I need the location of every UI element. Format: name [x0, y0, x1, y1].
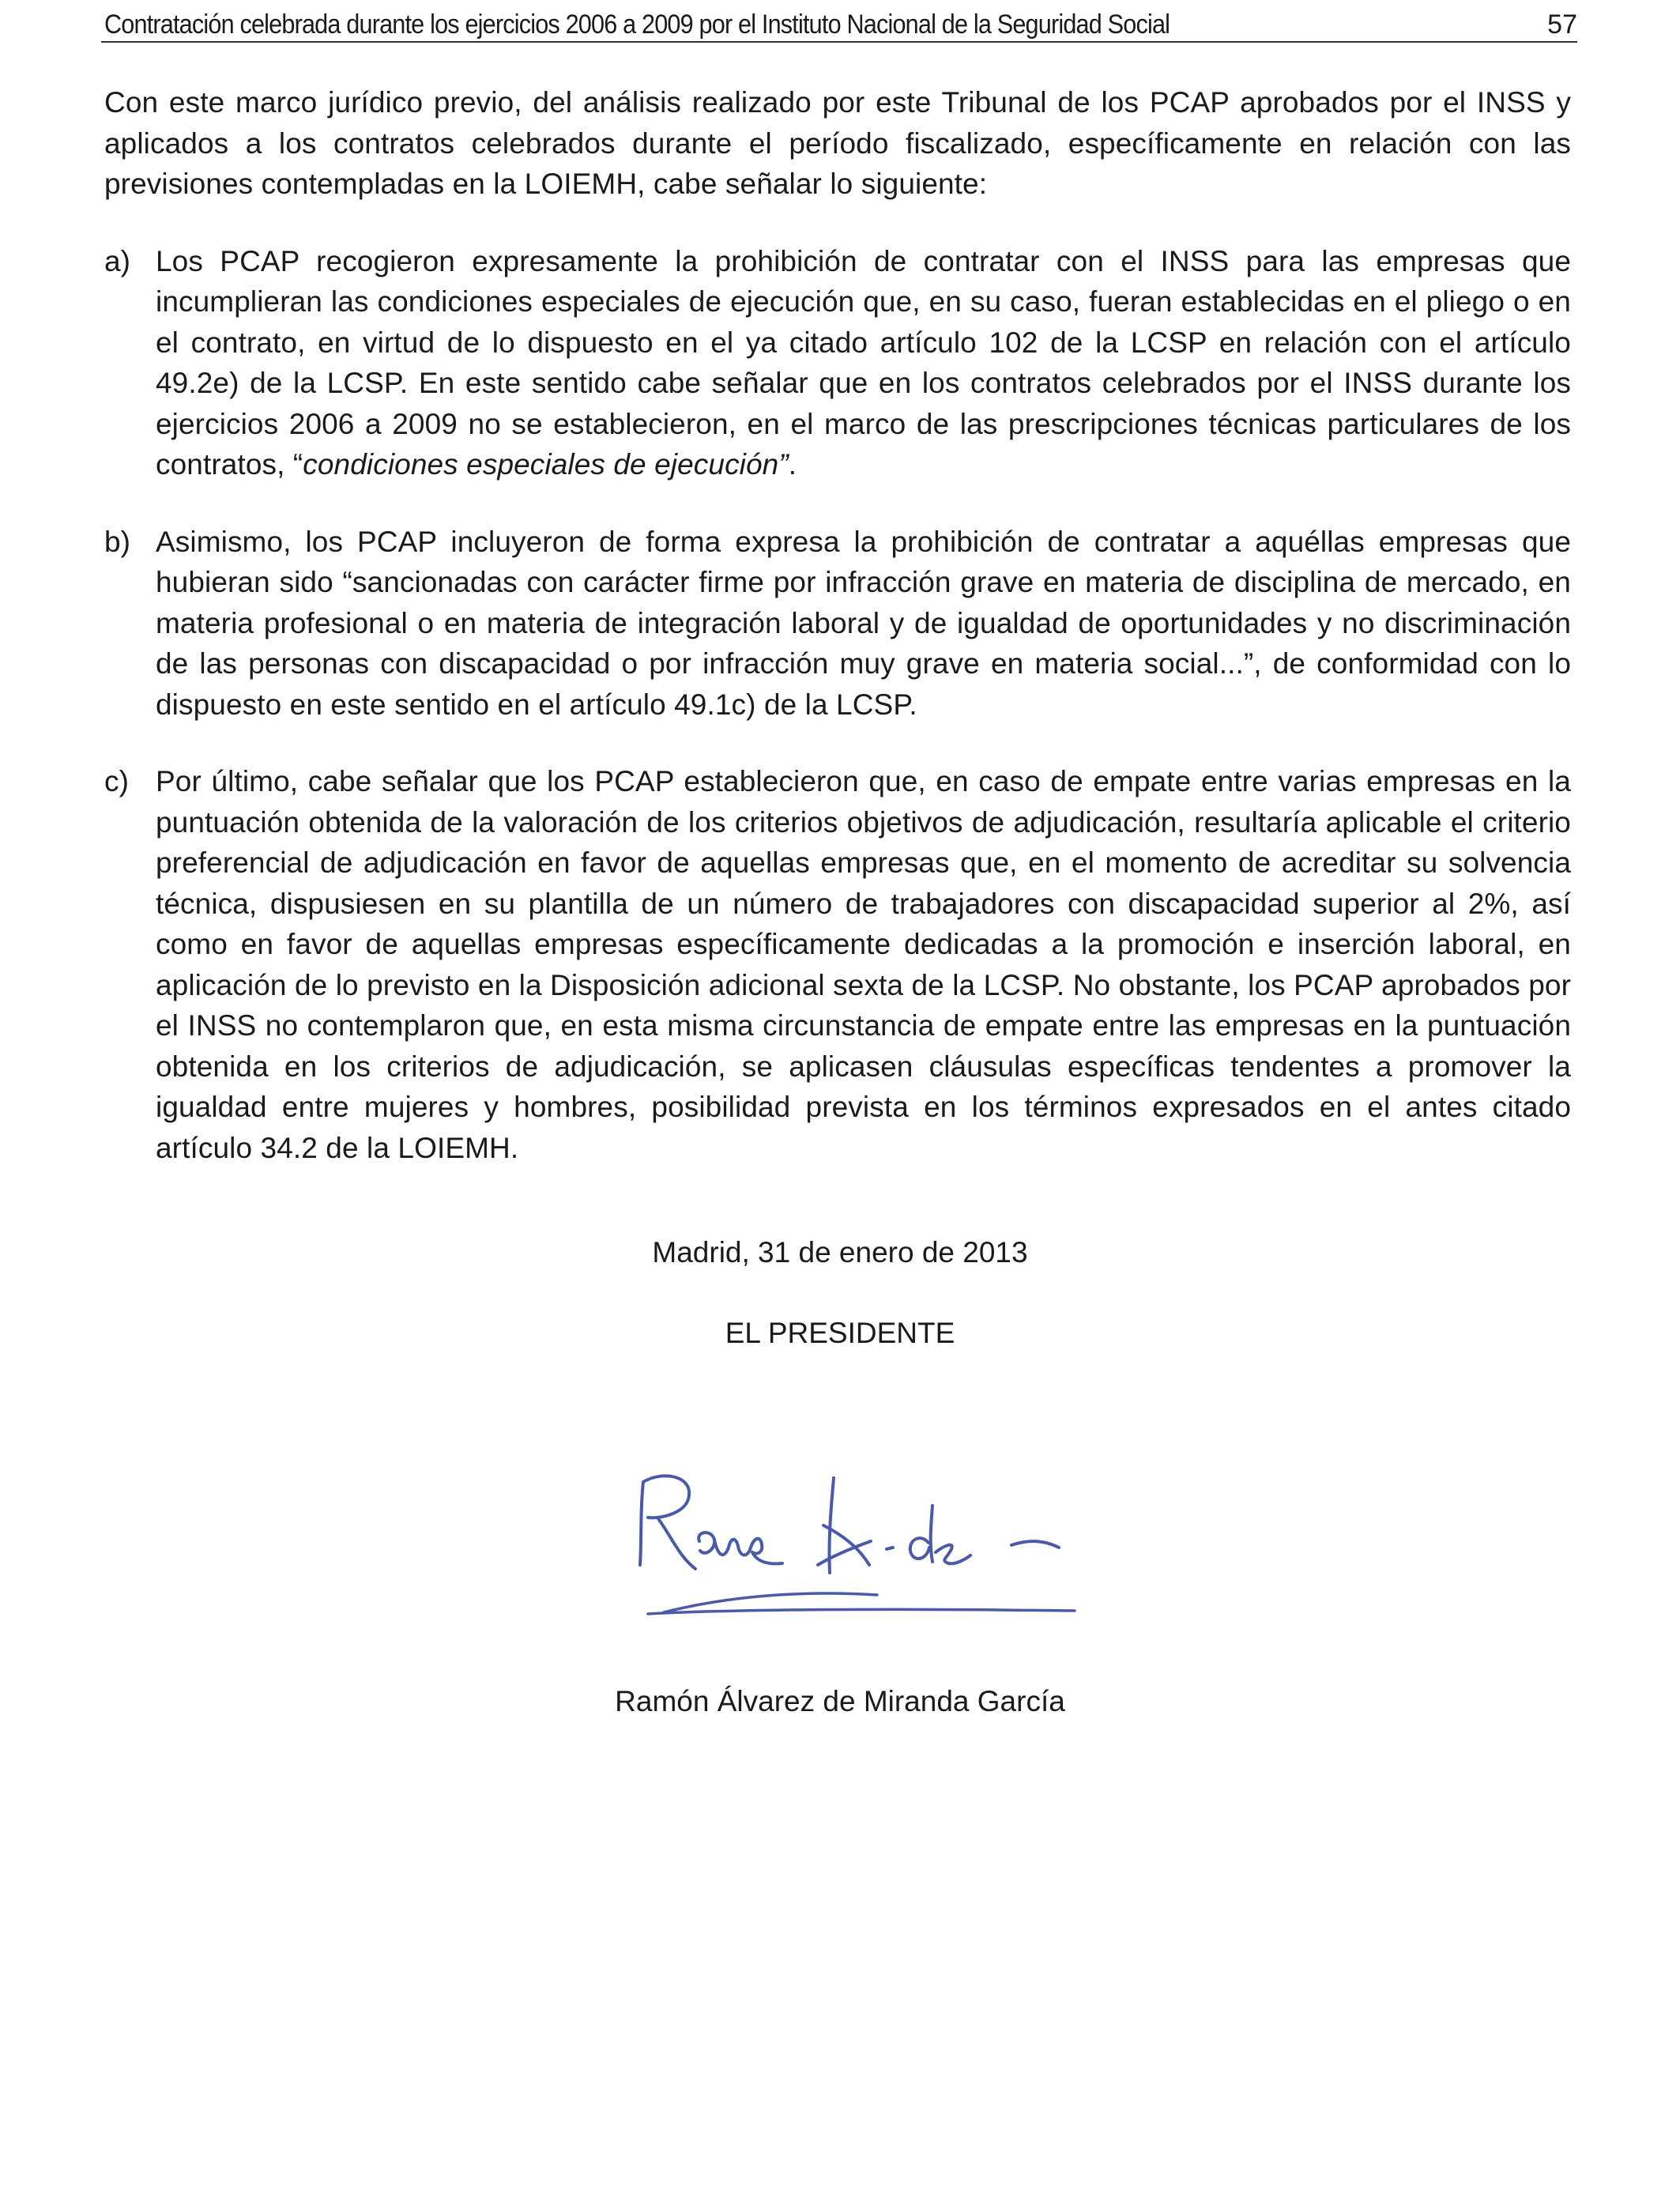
list-item-text: Por último, cabe señalar que los PCAP establecieron que, en caso de empate entre varias empresas en la puntuación obtenida de la valoración de los criterios objetivos de adjudicación, resultaría aplicable el criterio preferencial de adjudicación en favor de aquellas empresas que, en el momento de acreditar su solvencia técnica, dispusiesen en su plantilla de un número de trabajadores con discapacidad superior al 2%, así como en favor de aquellas empresas específicamente dedicadas a la promoción e inserción laboral, en aplicación de lo previsto en la Disposición adicional sexta de la LCSP. No obstante, los PCAP aprobados por el INSS no contemplaron que, en esta misma circunstancia de empate entre las empresas en la puntuación obtenida en los criterios de adjudicación, se aplicasen cláusulas específicas tendentes a promover la igualdad entre mujeres y hombres, posibilidad prevista en los términos expresados en el antes citado artículo 34.2 de la LOIEMH. — [156, 765, 1571, 1164]
place-and-date: Madrid, 31 de enero de 2013 — [652, 1236, 1028, 1269]
emphasis-text: condiciones especiales de ejecución” — [303, 448, 789, 481]
list-marker: c) — [104, 765, 130, 797]
running-header — [101, 5, 1577, 43]
findings-list — [104, 241, 1571, 1169]
intro-paragraph: Con este marco jurídico previo, del análisis realizado por este Tribunal de los PCAP aprobados por el INSS y aplicados a los contratos celebrados durante el período fiscalizado, específicamente en relación con las previsiones contempladas en la LOIEMH, cabe señalar lo siguiente: — [104, 86, 1571, 200]
list-item-text — [156, 241, 1571, 485]
list-item-a — [104, 241, 1571, 485]
list-item-b — [104, 522, 1571, 726]
document-body — [104, 82, 1571, 1204]
signer-name: Ramón Álvarez de Miranda García — [615, 1685, 1065, 1717]
list-item-c — [104, 761, 1571, 1168]
list-marker: b) — [104, 525, 131, 558]
page-number: 57 — [1547, 9, 1577, 40]
signer-role: EL PRESIDENTE — [725, 1317, 955, 1349]
running-header-title: Contratación celebrada durante los ejercicios 2006 a 2009 por el Instituto Nacional de la Seguridad Social — [104, 9, 1170, 40]
list-item-body: Los PCAP recogieron expresamente la prohibición de contratar con el INSS para las empresas que incumplieran las condiciones especiales de ejecución que, en su caso, fueran establecidas en el pliego o en el contrato, en virtud de lo dispuesto en el ya citado artículo 102 de la LCSP en relación con el artículo 49.2e) de la LCSP. En este sentido cabe señalar que en los contratos celebrados por el INSS durante los ejercicios 2006 a 2009 no se establecieron, en el marco de las prescripciones técnicas particulares de los contratos, “ — [156, 244, 1571, 481]
list-marker: a) — [104, 244, 131, 277]
list-item-text: Asimismo, los PCAP incluyeron de forma expresa la prohibición de contratar a aquéllas empresas que hubieran sido “sancionadas con carácter firme por infracción grave en materia de disciplina de mercado, en materia profesional o en materia de integración laboral y de igualdad de oportunidades y no discriminación de las personas con discapacidad o por infracción muy grave en materia social...”, de conformidad con lo dispuesto en este sentido en el artículo 49.1c) de la LCSP. — [156, 525, 1571, 721]
list-item-tail: . — [788, 448, 797, 481]
handwritten-signature — [616, 1446, 1106, 1644]
